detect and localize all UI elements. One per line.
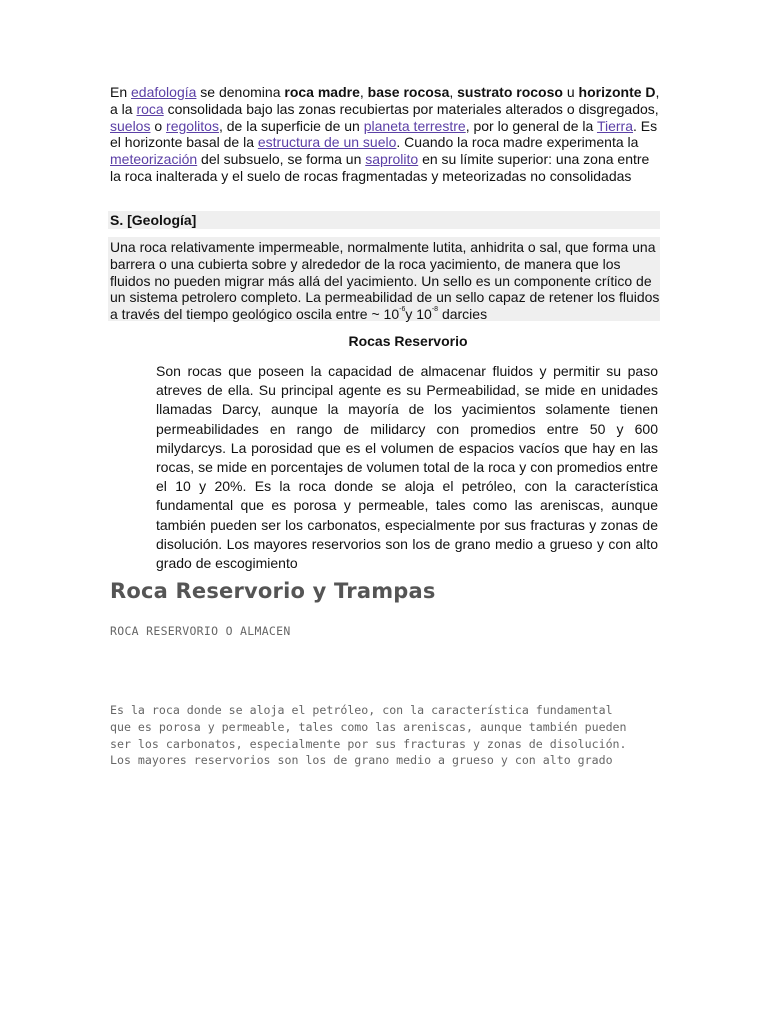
- text-run: consolidada bajo las zonas recubiertas por materiales alterados o disgregados,: [163, 100, 659, 117]
- term-base-rocosa: base rocosa: [367, 84, 450, 100]
- link-estructura-suelo[interactable]: estructura de un suelo: [257, 134, 397, 151]
- term-sustrato-rocoso: sustrato rocoso: [457, 84, 563, 100]
- term-horizonte-d: horizonte D: [578, 84, 656, 100]
- text-run: u: [562, 84, 579, 100]
- text-run: darcies: [438, 306, 488, 323]
- geologia-heading: S. [Geología]: [108, 211, 660, 229]
- geologia-definition: [108, 237, 660, 321]
- link-meteorizacion[interactable]: meteorización: [110, 151, 198, 168]
- link-tierra[interactable]: Tierra: [596, 117, 634, 134]
- text-run: , a la: [110, 84, 660, 117]
- text-run: Una roca relativamente impermeable, normalmente lutita, anhidrita o sal, que forma una barrera o una cubierta sobre y alrededor de la roca yacimiento, de manera que los fluidos no pueden migrar más allá del yacimiento. Un sello es un componente crítico de un sistema petrolero completo. La permeabilidad de un sello capaz de retener los fluidos a través del tiempo geológico oscila entre ~ 10: [110, 239, 660, 323]
- term-roca-madre: roca madre: [284, 84, 360, 100]
- text-run: ,: [449, 84, 458, 100]
- heading-roca-reservorio-trampas: Roca Reservorio y Trampas: [110, 579, 436, 603]
- text-run: En: [110, 84, 132, 100]
- link-roca[interactable]: roca: [136, 100, 164, 117]
- text-run: , de la superficie de un: [218, 117, 364, 134]
- link-saprolito[interactable]: saprolito: [365, 151, 419, 168]
- text-run: . Es el horizonte basal de la: [110, 117, 658, 151]
- exponent: -8: [431, 306, 439, 314]
- subtitle-roca-almacen: ROCA RESERVORIO O ALMACEN: [110, 624, 291, 638]
- text-run: ,: [359, 84, 368, 100]
- intro-paragraph: [110, 84, 660, 185]
- text-run: se denomina: [196, 84, 285, 100]
- link-suelos[interactable]: suelos: [110, 117, 151, 134]
- text-run: , por lo general de la: [465, 117, 597, 134]
- reservorio-paragraph: Son rocas que poseen la capacidad de almacenar fluidos y permitir su paso atreves de ella. Su principal agente es su Permeabilidad, se mide en unidades llamadas Darcy, aunque la mayoría de los yacimientos solamente tienen permeabilidades en rango de milidarcy con promedios entre 50 y 600 milydarcys. La porosidad que es el volumen de espacios vacíos que hay en las rocas, se mide en porcentajes de volumen total de la roca y con promedios entre el 10 y 20%. Es la roca donde se aloja el petróleo, con la característica fundamental que es porosa y permeable, tales como las areniscas, aunque también pueden ser los carbonatos, especialmente por sus fracturas y zonas de disolución. Los mayores reservorios son los de grano medio a grueso y con alto grado de escogimiento: [156, 363, 658, 572]
- link-regolitos[interactable]: regolitos: [166, 117, 219, 134]
- almacen-paragraph: Es la roca donde se aloja el petróleo, con la característica fundamental que es porosa y permeable, tales como las areniscas, aunque también pueden ser los carbonatos, especialmente por sus fracturas y zonas de disolución. Los mayores reservorios son los de grano medio a grueso y con alto grado: [110, 703, 627, 768]
- text-run: del subsuelo, se forma un: [197, 151, 366, 168]
- text-run: y 10: [405, 306, 432, 323]
- text-run: o: [150, 117, 167, 134]
- section-title-rocas-reservorio: Rocas Reservorio: [348, 333, 468, 349]
- text-run: . Cuando la roca madre experimenta la: [396, 134, 639, 151]
- text-run: en su límite superior: una zona entre la roca inalterada y el suelo de rocas fragmentadas y meteorizadas no consolidadas: [110, 151, 650, 184]
- link-edafologia[interactable]: edafología: [131, 84, 197, 100]
- exponent: -6: [399, 306, 406, 314]
- link-planeta-terrestre[interactable]: planeta terrestre: [363, 117, 466, 134]
